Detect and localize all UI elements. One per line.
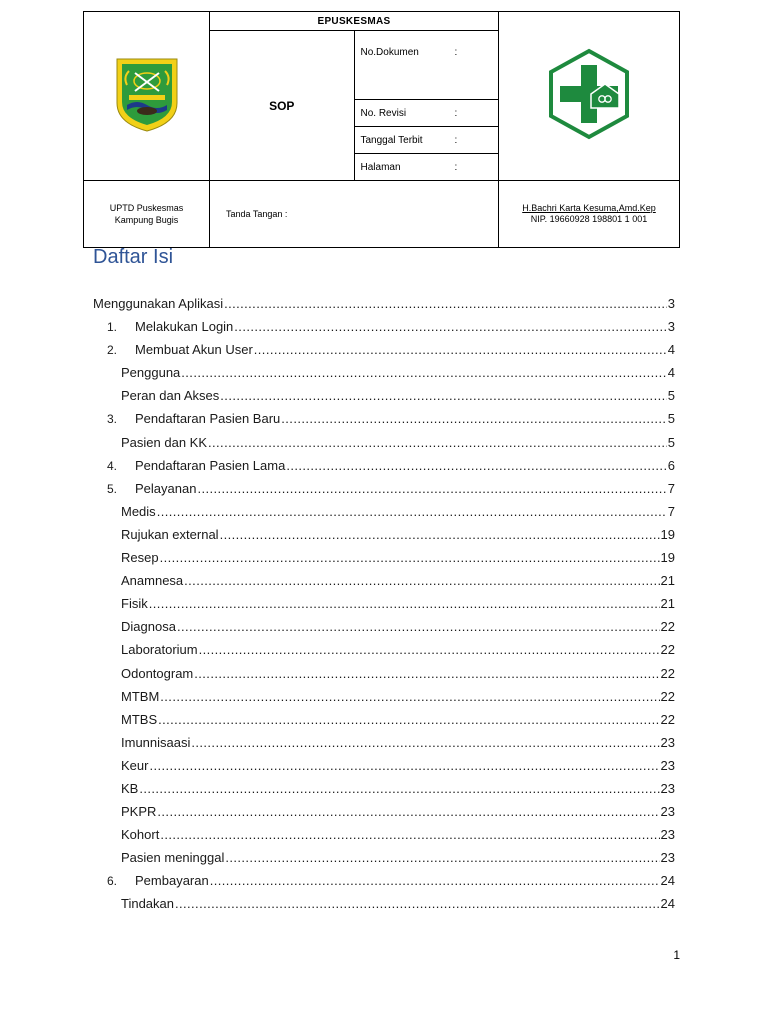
- toc-entry-title: Pasien dan KK: [121, 434, 208, 450]
- toc-entry-title: Pelayanan: [135, 480, 197, 496]
- signer-name: H.Bachri Karta Kesuma,Amd.Kep: [522, 203, 656, 213]
- puskesmas-logo-icon: [547, 48, 631, 140]
- toc-entry-page: 23: [660, 827, 675, 843]
- toc-entry-title: Tindakan: [121, 896, 174, 912]
- toc-dot-leader: [181, 361, 666, 384]
- toc-dot-leader: [177, 615, 660, 638]
- field-label: No. Revisi: [360, 107, 407, 119]
- field-separator: :: [454, 107, 458, 119]
- toc-entry-number: 4.: [107, 458, 118, 473]
- toc-entry-title: Medis: [121, 503, 156, 519]
- toc-entry-page: 4: [667, 342, 675, 358]
- toc-entry-title: Membuat Akun User: [135, 342, 253, 358]
- field-no-revisi: [354, 100, 499, 127]
- toc-dot-leader: [160, 685, 659, 708]
- field-separator: :: [454, 161, 458, 173]
- toc-entry-page: 23: [660, 734, 675, 750]
- toc-entry[interactable]: [93, 638, 675, 661]
- toc-entry[interactable]: [93, 569, 675, 592]
- toc-dot-leader: [254, 338, 667, 361]
- toc-entry[interactable]: [93, 431, 675, 454]
- toc-entry[interactable]: [93, 615, 675, 638]
- toc-entry[interactable]: [93, 523, 675, 546]
- toc-entry[interactable]: [93, 685, 675, 708]
- toc-entry[interactable]: [93, 477, 675, 500]
- table-of-contents: [93, 292, 675, 916]
- toc-dot-leader: [139, 777, 659, 800]
- toc-entry-page: 3: [667, 319, 675, 335]
- toc-entry-page: 23: [660, 780, 675, 796]
- toc-entry[interactable]: [93, 869, 675, 892]
- toc-dot-leader: [157, 500, 667, 523]
- toc-entry-page: 24: [660, 896, 675, 912]
- toc-entry-page: 19: [660, 550, 675, 566]
- toc-entry[interactable]: [93, 361, 675, 384]
- toc-entry[interactable]: [93, 454, 675, 477]
- regency-logo-cell: [84, 12, 210, 181]
- toc-entry-title: MTBM: [121, 688, 160, 704]
- toc-dot-leader: [225, 846, 659, 869]
- toc-dot-leader: [191, 731, 659, 754]
- toc-entry-number: 6.: [107, 874, 118, 889]
- toc-entry-title: MTBS: [121, 711, 158, 727]
- toc-entry[interactable]: [93, 384, 675, 407]
- toc-dot-leader: [234, 315, 666, 338]
- toc-entry-page: 5: [667, 388, 675, 404]
- toc-entry-title: Laboratorium: [121, 642, 198, 658]
- toc-entry-title: Pendaftaran Pasien Lama: [135, 457, 286, 473]
- toc-entry-page: 21: [660, 596, 675, 612]
- toc-dot-leader: [175, 892, 660, 915]
- org-line-1: UPTD Puskesmas: [109, 203, 184, 213]
- toc-entry-title: Pembayaran: [135, 873, 209, 889]
- toc-dot-leader: [160, 546, 660, 569]
- toc-entry-page: 5: [667, 411, 675, 427]
- toc-dot-leader: [281, 407, 666, 430]
- toc-heading: Daftar Isi: [93, 246, 174, 268]
- page-number: 1: [673, 948, 680, 962]
- toc-entry[interactable]: [93, 800, 675, 823]
- field-separator: :: [454, 134, 458, 146]
- toc-dot-leader: [224, 292, 667, 315]
- field-label: Tanggal Terbit: [360, 134, 423, 146]
- toc-entry-title: Resep: [121, 550, 159, 566]
- toc-entry-title: Imunnisaasi: [121, 734, 191, 750]
- signer-nip: NIP. 19660928 198801 1 001: [530, 214, 648, 224]
- toc-dot-leader: [194, 662, 659, 685]
- regency-emblem-icon: [115, 55, 179, 133]
- toc-entry[interactable]: [93, 754, 675, 777]
- signer-block: [499, 181, 680, 248]
- toc-entry-page: 3: [667, 296, 675, 311]
- toc-entry-page: 22: [660, 711, 675, 727]
- toc-dot-leader: [184, 569, 659, 592]
- toc-entry[interactable]: [93, 338, 675, 361]
- toc-entry-page: 22: [660, 688, 675, 704]
- toc-entry-page: 6: [667, 457, 675, 473]
- field-halaman: [354, 154, 499, 181]
- toc-entry-number: 3.: [107, 412, 118, 427]
- toc-entry-page: 22: [660, 642, 675, 658]
- toc-entry-page: 22: [660, 619, 675, 635]
- toc-dot-leader: [149, 754, 659, 777]
- puskesmas-logo-cell: [499, 12, 680, 181]
- field-no-dokumen: [354, 31, 499, 100]
- toc-entry-title: Anamnesa: [121, 573, 184, 589]
- toc-entry-page: 7: [667, 503, 675, 519]
- field-label: No.Dokumen: [360, 47, 419, 58]
- toc-entry[interactable]: [93, 731, 675, 754]
- toc-dot-leader: [220, 384, 666, 407]
- toc-entry-title: Pasien meninggal: [121, 850, 225, 866]
- toc-entry-number: 5.: [107, 481, 118, 496]
- toc-dot-leader: [157, 800, 659, 823]
- sop-label: SOP: [210, 31, 355, 181]
- toc-entry-number: 1.: [107, 320, 118, 335]
- toc-entry-title: Pendaftaran Pasien Baru: [135, 411, 281, 427]
- toc-dot-leader: [286, 454, 666, 477]
- toc-entry[interactable]: [93, 892, 675, 915]
- toc-entry-title: KB: [121, 780, 139, 796]
- toc-entry[interactable]: [93, 546, 675, 569]
- toc-entry-title: Melakukan Login: [135, 319, 234, 335]
- toc-dot-leader: [210, 869, 660, 892]
- toc-entry-page: 23: [660, 757, 675, 773]
- toc-entry[interactable]: [93, 662, 675, 685]
- toc-entry[interactable]: [93, 315, 675, 338]
- toc-entry[interactable]: [93, 823, 675, 846]
- toc-dot-leader: [158, 708, 659, 731]
- toc-dot-leader: [199, 638, 660, 661]
- toc-entry[interactable]: [93, 846, 675, 869]
- toc-entry-number: 2.: [107, 343, 118, 358]
- toc-entry-page: 5: [667, 434, 675, 450]
- app-title: EPUSKESMAS: [210, 12, 499, 31]
- toc-entry[interactable]: [93, 777, 675, 800]
- toc-entry[interactable]: [93, 592, 675, 615]
- sop-header-table: [83, 11, 680, 248]
- toc-entry-page: 7: [667, 480, 675, 496]
- toc-entry[interactable]: [93, 708, 675, 731]
- toc-entry-page: 23: [660, 804, 675, 820]
- toc-entry[interactable]: [93, 292, 675, 315]
- toc-entry-title: Odontogram: [121, 665, 194, 681]
- signature-label: Tanda Tangan :: [210, 181, 499, 248]
- toc-dot-leader: [149, 592, 660, 615]
- toc-dot-leader: [197, 477, 666, 500]
- toc-entry-page: 23: [660, 850, 675, 866]
- toc-entry-title: Pengguna: [121, 365, 181, 381]
- toc-entry[interactable]: [93, 407, 675, 430]
- org-line-2: Kampung Bugis: [114, 215, 179, 225]
- field-tanggal-terbit: [354, 127, 499, 154]
- toc-entry-title: Rujukan external: [121, 526, 219, 542]
- toc-entry-title: Fisik: [121, 596, 148, 612]
- toc-entry-title: Keur: [121, 757, 149, 773]
- toc-dot-leader: [220, 523, 660, 546]
- toc-entry-title: PKPR: [121, 804, 157, 820]
- toc-entry-title: Diagnosa: [121, 619, 176, 635]
- toc-entry-title: Peran dan Akses: [121, 388, 220, 404]
- organization-name: [84, 181, 210, 248]
- field-separator: :: [454, 47, 458, 58]
- toc-entry[interactable]: [93, 500, 675, 523]
- toc-entry-page: 19: [660, 526, 675, 542]
- toc-entry-title: Kohort: [121, 827, 160, 843]
- toc-entry-page: 22: [660, 665, 675, 681]
- toc-entry-page: 21: [660, 573, 675, 589]
- toc-dot-leader: [208, 431, 667, 454]
- field-label: Halaman: [360, 161, 401, 173]
- toc-dot-leader: [160, 823, 659, 846]
- toc-entry-title: Menggunakan Aplikasi: [93, 296, 224, 311]
- toc-entry-page: 4: [667, 365, 675, 381]
- toc-entry-page: 24: [660, 873, 675, 889]
